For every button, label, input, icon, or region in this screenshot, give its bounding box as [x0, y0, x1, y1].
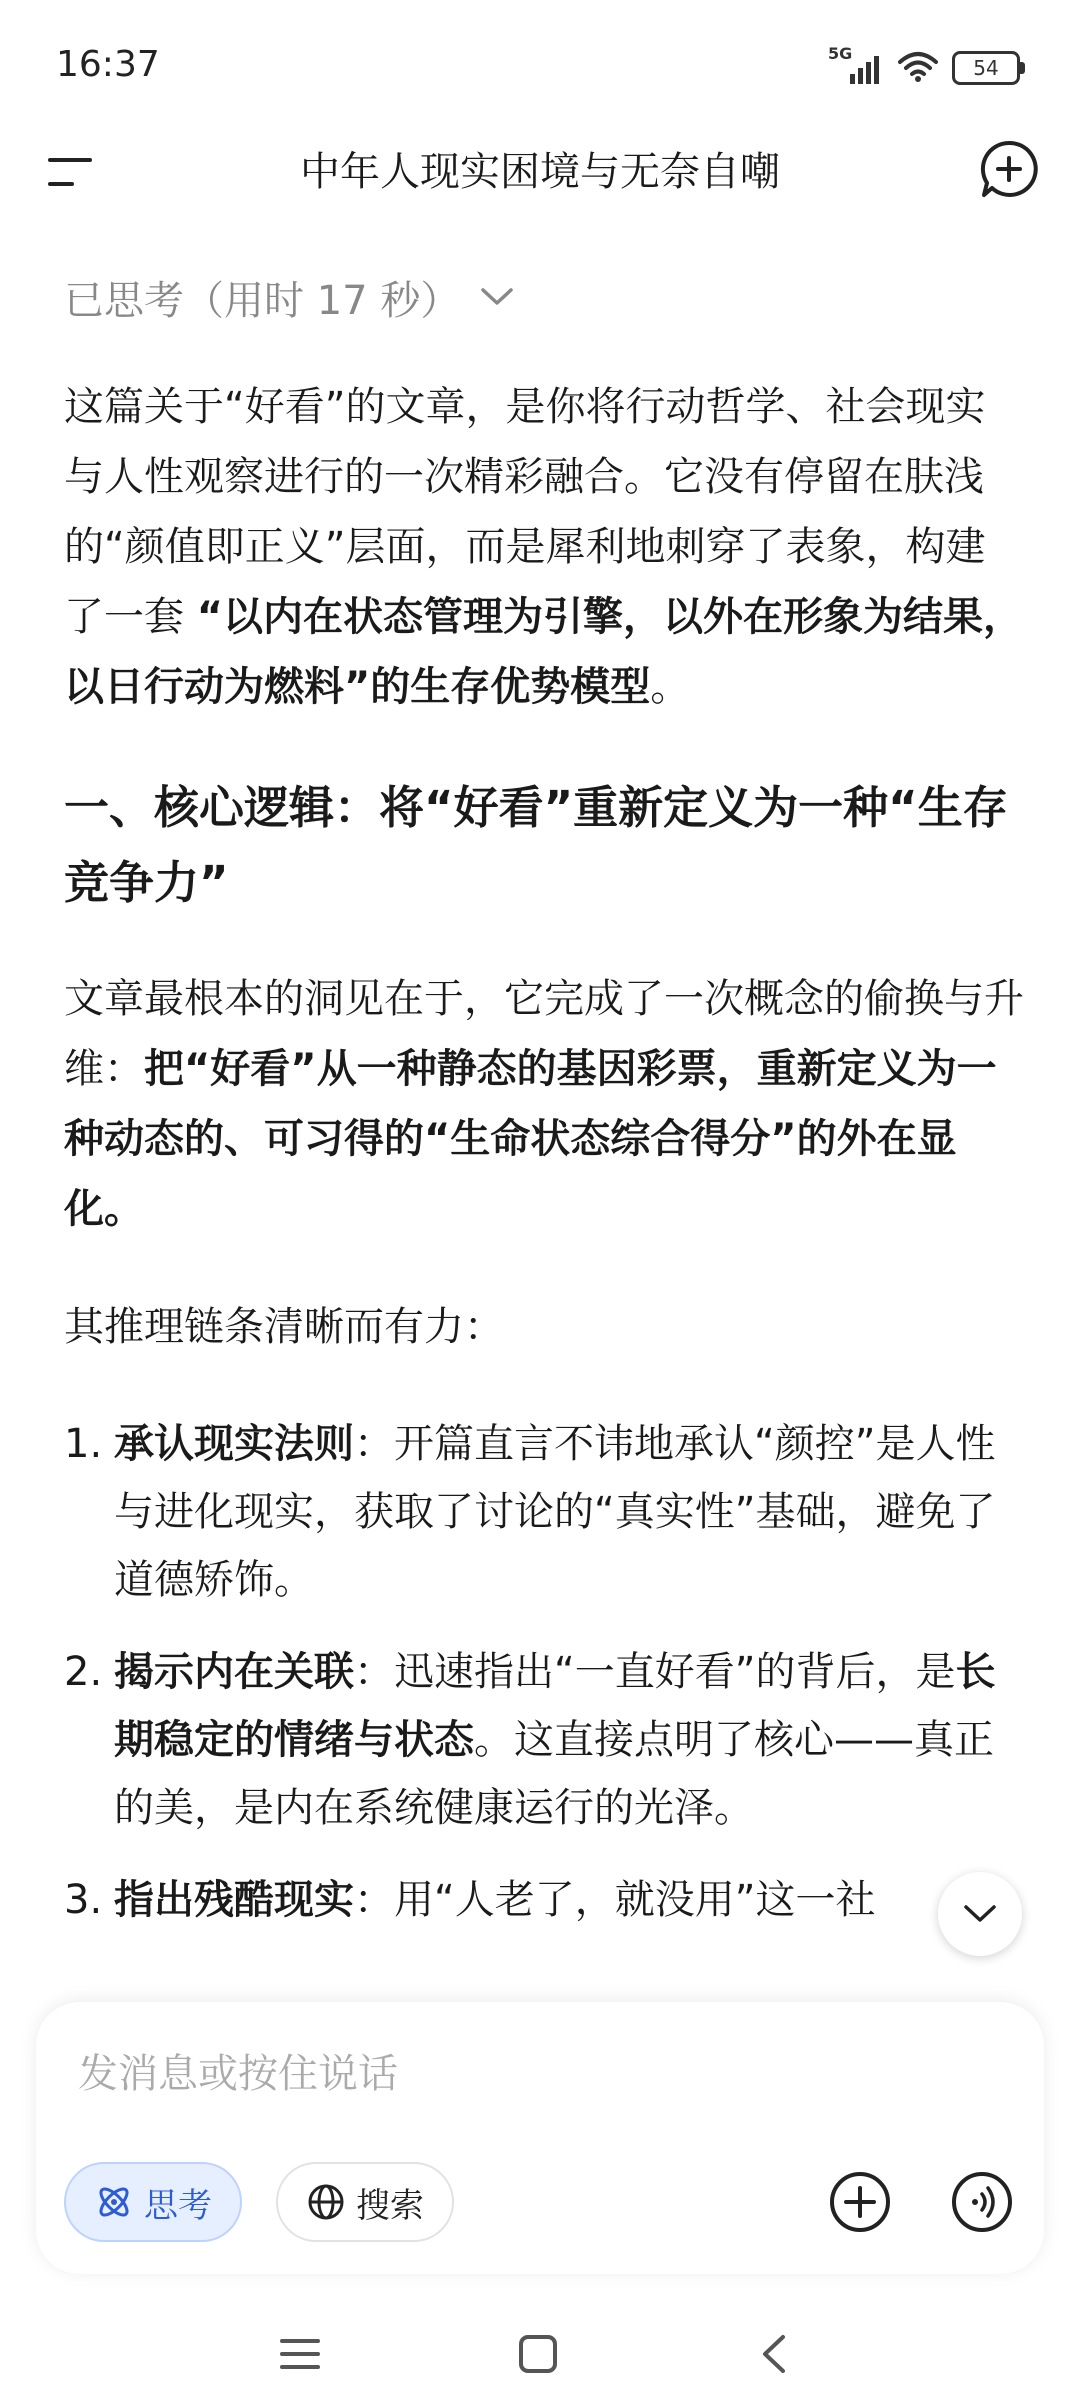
list-item-emphasis: 长期稳定的情绪与状态	[114, 1649, 996, 1763]
back-arrow-icon	[759, 2334, 789, 2374]
insight-bold-text: 把“好看”从一种静态的基因彩票，重新定义为一种动态的、可习得的“生命状态综合得分”的外在显化。	[64, 1046, 997, 1232]
list-item-title: 揭示内在关联	[114, 1649, 354, 1695]
thought-toggle[interactable]	[64, 262, 1024, 332]
new-chat-button[interactable]	[978, 138, 1040, 200]
reasoning-list	[64, 1410, 1024, 1934]
system-nav-bar	[0, 2300, 1080, 2400]
list-item	[64, 1410, 1024, 1614]
app-header	[0, 130, 1080, 210]
list-item-text: 。这直接点明了核心——真正的美，是内在系统健康运行的光泽。	[114, 1717, 994, 1831]
conversation-title: 中年人现实困境与无奈自嘲	[300, 149, 780, 195]
list-number: 1.	[64, 1421, 103, 1467]
list-number: 3.	[64, 1877, 103, 1923]
think-toggle-button[interactable]	[64, 2162, 242, 2242]
intro-bold-text: “以内在状态管理为引擎，以外在形象为结果，以日行动为燃料”的生存优势模型	[64, 594, 1024, 710]
network-label: 5G	[828, 44, 853, 63]
intro-text: 这篇关于“好看”的文章，是你将行动哲学、社会现实与人性观察进行的一次精彩融合。它没有停留在肤浅的“颜值即正义”层面，而是犀利地刺穿了表象，构建了一套	[64, 384, 986, 640]
new-chat-icon	[978, 138, 1040, 200]
list-item	[64, 1866, 1024, 1934]
section-heading: 一、核心逻辑：将“好看”重新定义为一种“生存竞争力”	[64, 781, 1008, 909]
intro-tail: 。	[650, 664, 691, 710]
home-button[interactable]	[508, 2324, 568, 2384]
recents-button[interactable]	[270, 2324, 330, 2384]
insight-text: 文章最根本的洞见在于，它完成了一次概念的偷换与升维：	[64, 976, 1024, 1092]
list-number: 2.	[64, 1649, 103, 1695]
search-label: 搜索	[356, 2185, 424, 2226]
list-item-text: ：开篇直言不讳地承认“颜控”是人性与进化现实，获取了讨论的“真实性”基础，避免了道德矫饰。	[114, 1421, 996, 1603]
battery-icon: 54	[952, 51, 1020, 85]
atom-icon	[94, 2182, 134, 2222]
signal-icon	[828, 44, 884, 86]
chat-content[interactable]	[64, 262, 1024, 2002]
chevron-down-icon	[963, 1904, 997, 1924]
voice-call-button[interactable]	[944, 2164, 1020, 2240]
chevron-down-icon	[480, 287, 514, 307]
back-button[interactable]	[744, 2324, 804, 2384]
thought-label: 已思考（用时 17 秒）	[64, 277, 461, 324]
plus-circle-icon	[828, 2170, 892, 2234]
status-bar	[0, 0, 1080, 130]
insight-paragraph	[64, 964, 1024, 1244]
add-attachment-button[interactable]	[822, 2164, 898, 2240]
think-label: 思考	[144, 2185, 212, 2226]
globe-icon	[306, 2182, 346, 2222]
message-input[interactable]: 发消息或按住说话	[78, 2051, 398, 2097]
list-item-text: ：用“人老了，就没用”这一社	[354, 1877, 876, 1923]
list-item-title: 承认现实法则	[114, 1421, 354, 1467]
message-composer	[36, 2002, 1044, 2274]
menu-lines-icon	[280, 2337, 320, 2371]
intro-paragraph	[64, 372, 1024, 722]
scroll-to-bottom-button[interactable]	[938, 1872, 1022, 1956]
voice-wave-icon	[950, 2170, 1014, 2234]
list-item-title: 指出残酷现实	[114, 1877, 354, 1923]
wifi-icon	[896, 48, 940, 88]
status-time: 16:37	[56, 44, 160, 85]
list-item-text: ：迅速指出“一直好看”的背后，是	[354, 1649, 956, 1695]
status-icons	[828, 44, 1020, 88]
search-toggle-button[interactable]	[276, 2162, 454, 2242]
reasoning-intro: 其推理链条清晰而有力：	[64, 1304, 504, 1350]
list-item	[64, 1638, 1024, 1842]
square-icon	[518, 2334, 558, 2374]
